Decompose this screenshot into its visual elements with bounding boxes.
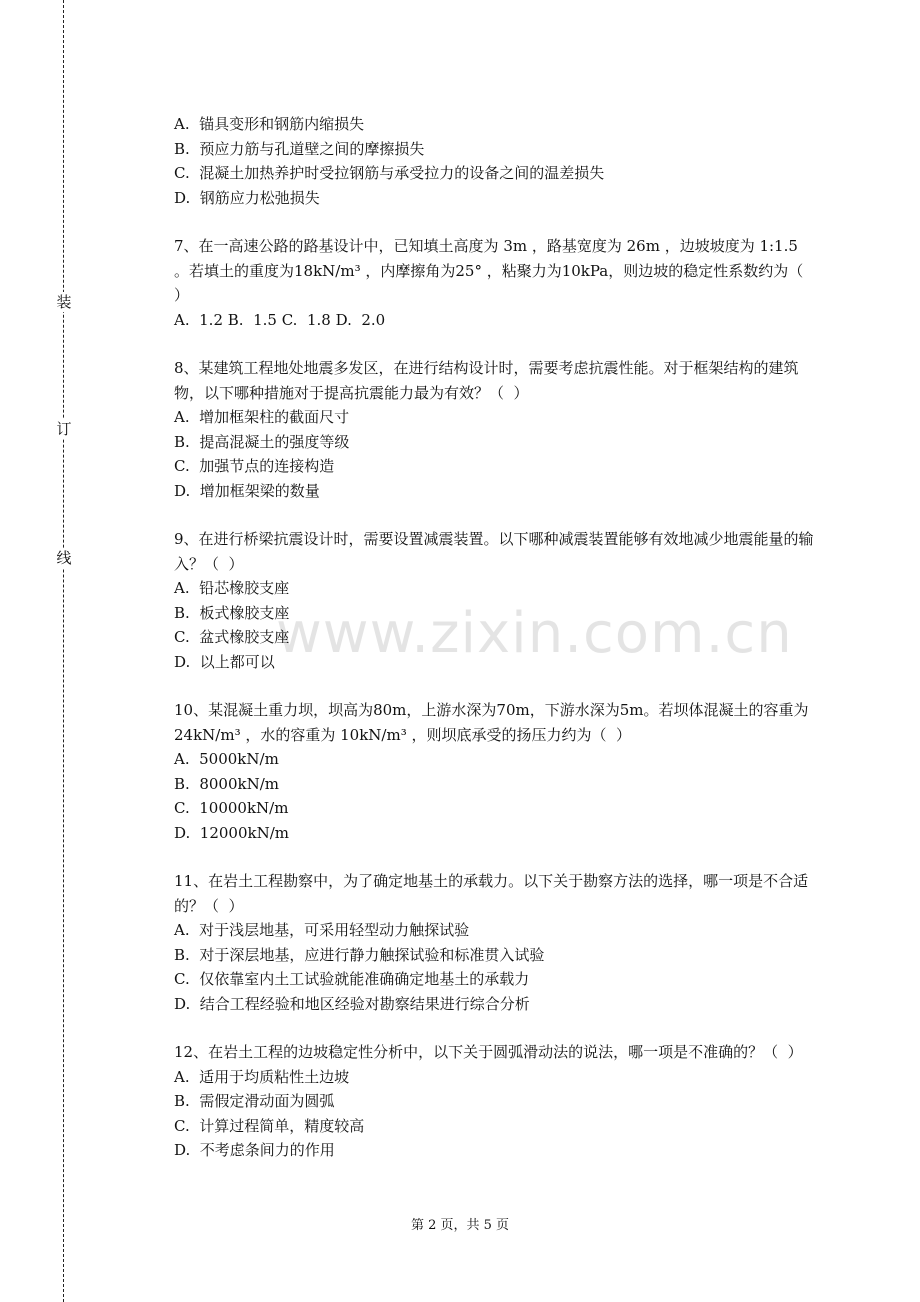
option: C. 加强节点的连接构造 — [174, 457, 335, 475]
question-stem: 8、某建筑工程地处地震多发区，在进行结构设计时，需要考虑抗震性能。对于框架结构的建筑物，以下哪种措施对于提高抗震能力最为有效？（ ） — [174, 359, 799, 402]
question-stem: 11、在岩土工程勘察中，为了确定地基土的承载力。以下关于勘察方法的选择，哪一项是不合适的？（ ） — [174, 872, 809, 915]
question-list — [174, 112, 814, 1187]
option: D. 以上都可以 — [174, 652, 275, 671]
option: D. 不考虑条间力的作用 — [174, 1141, 335, 1159]
option: B. 对于深层地基，应进行静力触探试验和标准贯入试验 — [174, 945, 545, 964]
question-9 — [174, 527, 814, 674]
option: D. 钢筋应力松弛损失 — [174, 188, 320, 207]
question-stem: 7、在一高速公路的路基设计中，已知填土高度为 3m ，路基宽度为 26m ，边坡坡度为 1:1.5 。若填土的重度为18kN/m³ ，内摩擦角为25° ，粘聚力为10kPa，则边坡的稳定性系数约为（ ） — [174, 237, 813, 304]
question-11 — [174, 869, 814, 1016]
option: A. 对于浅层地基，可采用轻型动力触探试验 — [174, 921, 470, 939]
option: A. 5000kN/m — [174, 750, 279, 768]
option: A. 1.2 B. 1.5 C. 1.8 D. 2.0 — [174, 310, 386, 329]
option: A. 铅芯橡胶支座 — [174, 579, 290, 597]
binding-dashed-line — [63, 0, 64, 1302]
option: B. 8000kN/m — [174, 774, 279, 793]
option: B. 需假定滑动面为圆弧 — [174, 1092, 335, 1110]
option: B. 提高混凝土的强度等级 — [174, 432, 350, 451]
leading-options — [174, 112, 814, 210]
option: C. 盆式橡胶支座 — [174, 628, 290, 646]
question-stem: 10、某混凝土重力坝，坝高为80m，上游水深为70m，下游水深为5m。若坝体混凝土的容重为 24kN/m³ ，水的容重为 10kN/m³ ，则坝底承受的扬压力约为（ ） — [174, 701, 814, 744]
option: A. 锚具变形和钢筋内缩损失 — [174, 115, 365, 133]
question-7 — [174, 234, 814, 332]
question-8 — [174, 356, 814, 503]
binding-char-ding: 订 — [56, 420, 72, 438]
question-10 — [174, 698, 814, 845]
question-12 — [174, 1040, 814, 1163]
option: D. 结合工程经验和地区经验对勘察结果进行综合分析 — [174, 994, 530, 1013]
binding-char-zhuang: 装 — [56, 293, 72, 311]
page-footer: 第 2 页，共 5 页 — [410, 1218, 510, 1233]
option: A. 增加框架柱的截面尺寸 — [174, 408, 350, 426]
option: A. 适用于均质粘性土边坡 — [174, 1067, 350, 1086]
question-stem: 9、在进行桥梁抗震设计时，需要设置减震装置。以下哪种减震装置能够有效地减少地震能量的输入？（ ） — [174, 530, 814, 573]
watermark: www.zixin.com.cn — [276, 601, 793, 666]
question-stem: 12、在岩土工程的边坡稳定性分析中，以下关于圆弧滑动法的说法，哪一项是不准确的？（ ） — [174, 1043, 803, 1061]
option: C. 计算过程简单，精度较高 — [174, 1116, 365, 1135]
option: B. 预应力筋与孔道壁之间的摩擦损失 — [174, 139, 425, 158]
option: B. 板式橡胶支座 — [174, 603, 290, 622]
option: C. 10000kN/m — [174, 799, 289, 817]
option: D. 12000kN/m — [174, 823, 290, 842]
option: C. 混凝土加热养护时受拉钢筋与承受拉力的设备之间的温差损失 — [174, 164, 605, 182]
binding-char-xian: 线 — [56, 549, 72, 567]
option: D. 增加框架梁的数量 — [174, 481, 320, 500]
option: C. 仅依靠室内土工试验就能准确确定地基土的承载力 — [174, 970, 530, 988]
